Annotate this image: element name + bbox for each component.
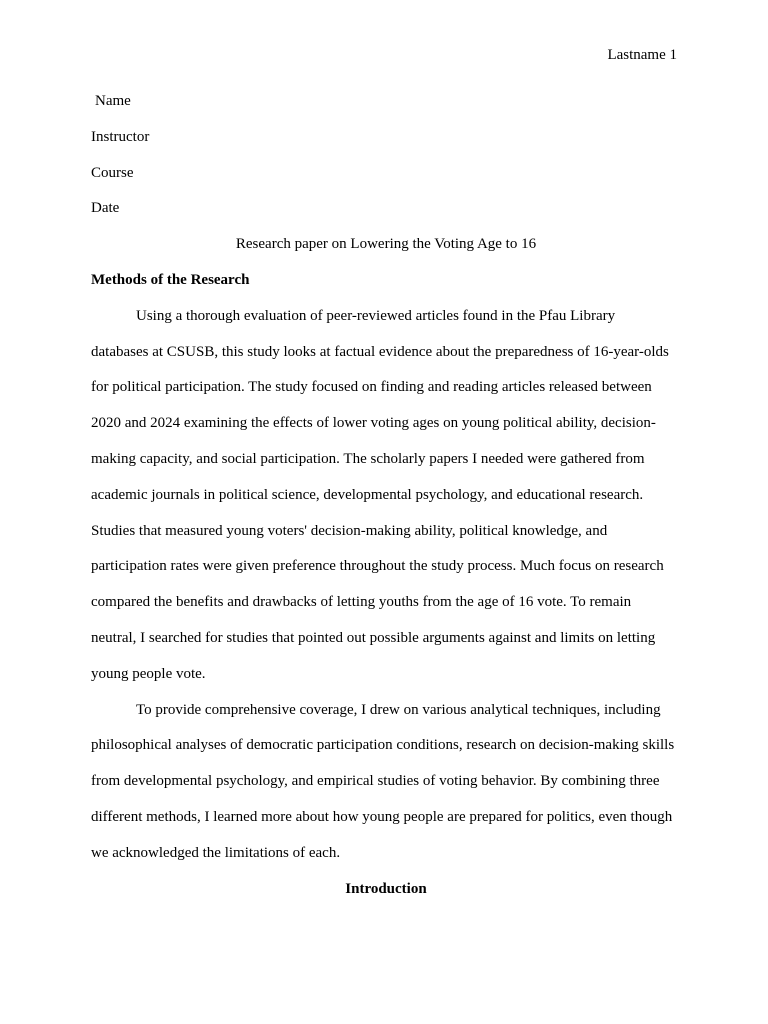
methods-paragraph-2 <box>91 693 681 872</box>
paragraph-line: To provide comprehensive coverage, I drew on various analytical techniques, including <box>136 701 661 718</box>
paragraph-line: 2020 and 2024 examining the effects of lower voting ages on young political ability, decision- <box>91 415 656 432</box>
methods-heading: Methods of the Research <box>91 271 250 288</box>
methods-paragraph-1 <box>91 299 681 693</box>
paragraph-line: young people vote. <box>91 665 206 682</box>
paper-title: Research paper on Lowering the Voting Age to 16 <box>235 236 537 253</box>
paragraph-line: from developmental psychology, and empirical studies of voting behavior. By combining three <box>91 773 660 790</box>
student-name: Name <box>95 93 131 109</box>
paragraph-line: participation rates were given preference throughout the study process. Much focus on research <box>91 558 664 575</box>
paragraph-line: compared the benefits and drawbacks of letting youths from the age of 16 vote. To remain <box>91 594 632 611</box>
paragraph-line: Using a thorough evaluation of peer-reviewed articles found in the Pfau Library <box>136 307 616 324</box>
running-head: Lastname 1 <box>607 47 677 63</box>
paragraph-line: Studies that measured young voters' decision-making ability, political knowledge, and <box>91 522 608 539</box>
paragraph-line: we acknowledged the limitations of each. <box>91 844 341 861</box>
paragraph-line: neutral, I searched for studies that pointed out possible arguments against and limits on letting <box>91 629 656 646</box>
paragraph-line: for political participation. The study focused on finding and reading articles released between <box>91 379 652 396</box>
introduction-heading: Introduction <box>345 880 427 897</box>
paragraph-line: academic journals in political science, developmental psychology, and educational research. <box>91 486 644 503</box>
paragraph-line: philosophical analyses of democratic participation conditions, research on decision-making skills <box>91 737 675 754</box>
course-name: Course <box>91 164 134 181</box>
document-body <box>91 84 681 907</box>
paragraph-line: different methods, I learned more about how young people are prepared for politics, even though <box>91 808 673 825</box>
paragraph-line: databases at CSUSB, this study looks at factual evidence about the preparedness of 16-year-olds <box>91 343 669 360</box>
date-line: Date <box>91 200 120 217</box>
paragraph-line: making capacity, and social participation. The scholarly papers I needed were gathered from <box>91 450 645 467</box>
instructor-name: Instructor <box>91 128 150 145</box>
